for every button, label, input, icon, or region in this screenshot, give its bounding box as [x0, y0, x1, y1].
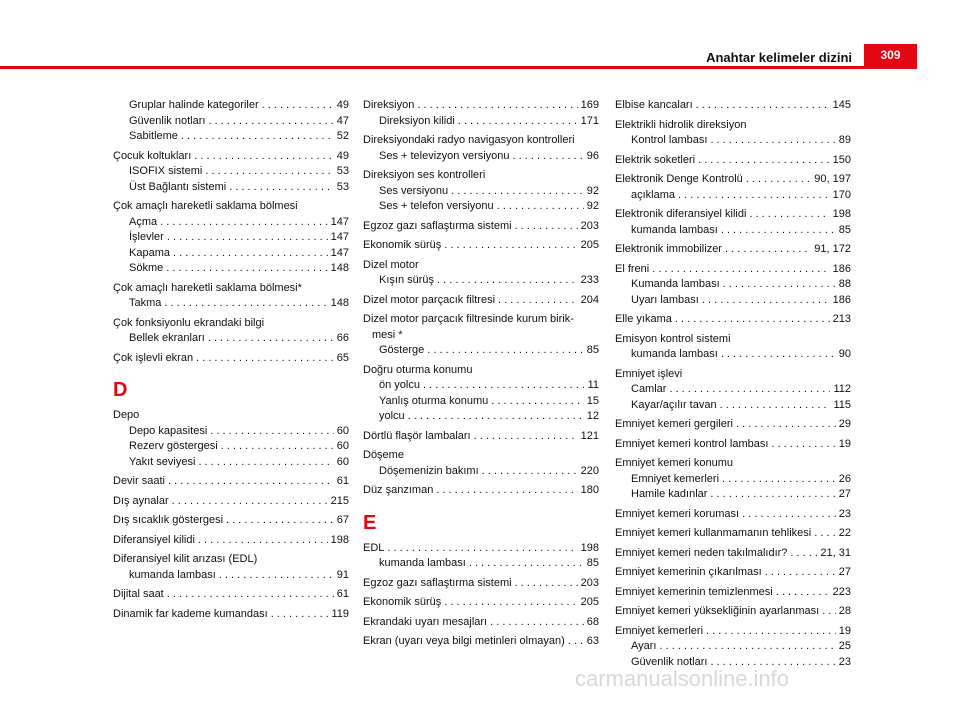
index-heading: Direksiyondaki radyo navigasyon kontrolleri [363, 134, 575, 146]
section-letter-d: D [113, 379, 128, 401]
index-entry: Bellek ekranları . . . 66 [113, 331, 349, 347]
index-entry: Dinamik far kademe kumandası . . . 119 [113, 607, 349, 623]
index-entry: Elektronik diferansiyel kilidi . . . 198 [615, 207, 851, 223]
index-entry: Ekonomik sürüş . . . 205 [363, 238, 599, 254]
index-entry: Devir saati . . . 61 [113, 474, 349, 490]
index-entry: El freni . . . 186 [615, 262, 851, 278]
index-entry: Emniyet kemeri yüksekliğinin ayarlanması . . . 28 [615, 604, 851, 620]
index-entry: Depo kapasitesi . . . 60 [113, 424, 349, 440]
index-heading: Çok fonksiyonlu ekrandaki bilgi [113, 316, 265, 329]
index-entry: Ekran (uyarı veya bilgi metinleri olmayan) . . . 63 [363, 634, 599, 650]
index-entry: Çocuk koltukları . . . 49 [113, 149, 349, 165]
index-entry: Takma . . . 148 [113, 296, 349, 312]
index-entry: kumanda lambası . . . 91 [113, 568, 349, 584]
index-entry: Kumanda lambası . . . 88 [615, 277, 851, 293]
index-entry: Diferansiyel kilidi . . . 198 [113, 533, 349, 549]
index-entry: Emniyet kemeri kullanmamanın tehlikesi . . . 22 [615, 526, 851, 542]
index-heading: Çok amaçlı hareketli saklama bölmesi* [113, 281, 302, 294]
index-entry: Üst Bağlantı sistemi . . . 53 [113, 180, 349, 196]
index-entry: Kontrol lambası . . . 89 [615, 133, 851, 149]
index-entry: Kışın sürüş . . . 233 [363, 273, 599, 289]
index-column-3 [615, 98, 851, 670]
index-entry: Düz şanzıman . . . 180 [363, 483, 599, 499]
index-entry: kumanda lambası . . . 85 [363, 556, 599, 572]
index-heading: Depo [113, 409, 140, 421]
index-entry: yolcu . . . 12 [363, 409, 599, 425]
index-entry: Dış aynalar . . . 215 [113, 494, 349, 510]
index-entry: Ekrandaki uyarı mesajları . . . 68 [363, 615, 599, 631]
index-entry: Elektronik immobilizer . . . 91, 172 [615, 242, 851, 258]
index-entry: Güvenlik notları . . . 23 [615, 655, 851, 671]
index-entry: Direksiyon kilidi . . . 171 [363, 114, 599, 130]
index-entry: Güvenlik notları . . . 47 [113, 114, 349, 130]
index-entry: Sökme . . . 148 [113, 261, 349, 277]
index-entry: Ses + televizyon versiyonu . . . 96 [363, 149, 599, 165]
index-entry: Emniyet kemeri gergileri . . . 29 [615, 417, 851, 433]
index-heading: Direksiyon ses kontrolleri [363, 169, 486, 181]
watermark: carmanualsonline.info [575, 666, 790, 691]
index-entry: Elle yıkama . . . 213 [615, 312, 851, 328]
index-entry: Dörtlü flaşör lambaları . . . 121 [363, 429, 599, 445]
index-entry: Emniyet kemerleri . . . 19 [615, 624, 851, 640]
index-heading: Döşeme [363, 449, 404, 461]
index-entry: Döşemenizin bakımı . . . 220 [363, 464, 599, 480]
index-column-2 [363, 98, 599, 650]
index-entry: Emniyet kemerleri . . . 26 [615, 472, 851, 488]
index-entry: kumanda lambası . . . 85 [615, 223, 851, 239]
index-entry: Elektrik soketleri . . . 150 [615, 153, 851, 169]
index-entry: Yanlış oturma konumu . . . 15 [363, 394, 599, 410]
index-entry: Dijital saat . . . 61 [113, 587, 349, 603]
index-entry: ön yolcu . . . 11 [363, 378, 599, 394]
index-entry: EDL . . . 198 [363, 541, 599, 557]
index-entry: Emniyet kemeri neden takılmalıdır? . . . 21, 31 [615, 546, 851, 562]
index-entry: Ses versiyonu . . . 92 [363, 184, 599, 200]
index-entry: Kayar/açılır tavan . . . 115 [615, 398, 851, 414]
index-heading-continuation: mesi * [372, 328, 403, 341]
index-entry: Ekonomik sürüş . . . 205 [363, 595, 599, 611]
index-entry: Dizel motor parçacık filtresi . . . 204 [363, 293, 599, 309]
index-entry: ISOFIX sistemi . . . 53 [113, 164, 349, 180]
index-entry: Emniyet kemeri koruması . . . 23 [615, 507, 851, 523]
index-heading: Emniyet işlevi [615, 367, 683, 380]
index-entry: Çok işlevli ekran . . . 65 [113, 351, 349, 367]
header-title: Anahtar kelimeler dizini [706, 50, 852, 65]
index-heading: Dizel motor [363, 258, 419, 271]
index-entry: Elbise kancaları . . . 145 [615, 98, 851, 114]
index-entry: Direksiyon . . . 169 [363, 98, 599, 114]
index-entry: Rezerv göstergesi . . . 60 [113, 439, 349, 455]
index-heading: Diferansiyel kilit arızası (EDL) [113, 553, 258, 565]
index-heading: Çok amaçlı hareketli saklama bölmesi [113, 200, 298, 212]
index-entry: Hamile kadınlar . . . 27 [615, 487, 851, 503]
index-entry: kumanda lambası . . . 90 [615, 347, 851, 363]
section-letter-e: E [363, 511, 377, 534]
index-entry: Gruplar halinde kategoriler . . . 49 [113, 98, 349, 114]
index-heading: Doğru oturma konumu [363, 363, 473, 376]
index-heading: Dizel motor parçacık filtresinde kurum birik- [363, 313, 574, 325]
index-entry: İşlevler . . . 147 [113, 230, 349, 246]
index-heading: Emniyet kemeri konumu [615, 457, 733, 469]
index-entry: Elektronik Denge Kontrolü . . . 90, 197 [615, 172, 851, 188]
index-entry: Emniyet kemeri kontrol lambası . . . 19 [615, 437, 851, 453]
index-entry: Gösterge . . . 85 [363, 343, 599, 359]
index-entry: Yakıt seviyesi . . . 60 [113, 455, 349, 471]
index-entry: Ayarı . . . 25 [615, 639, 851, 655]
index-entry: Uyarı lambası . . . 186 [615, 293, 851, 309]
index-entry: Sabitleme . . . 52 [113, 129, 349, 145]
index-heading: Elektrikli hidrolik direksiyon [615, 118, 747, 131]
index-entry: Ses + telefon versiyonu . . . 92 [363, 199, 599, 215]
index-entry: Açma . . . 147 [113, 215, 349, 231]
index-entry: Emniyet kemerinin çıkarılması . . . 27 [615, 565, 851, 581]
header-rule [0, 66, 917, 69]
index-entry: açıklama . . . 170 [615, 188, 851, 204]
index-entry: Emniyet kemerinin temizlenmesi . . . 223 [615, 585, 851, 601]
index-entry: Dış sıcaklık göstergesi . . . 67 [113, 513, 349, 529]
index-entry: Camlar . . . 112 [615, 382, 851, 398]
index-column-1 [113, 98, 349, 622]
page-number-badge: 309 [864, 44, 917, 66]
index-entry: Egzoz gazı saflaştırma sistemi . . . 203 [363, 219, 599, 235]
index-entry: Egzoz gazı saflaştırma sistemi . . . 203 [363, 576, 599, 592]
index-heading: Emisyon kontrol sistemi [615, 332, 731, 345]
index-entry: Kapama . . . 147 [113, 246, 349, 262]
